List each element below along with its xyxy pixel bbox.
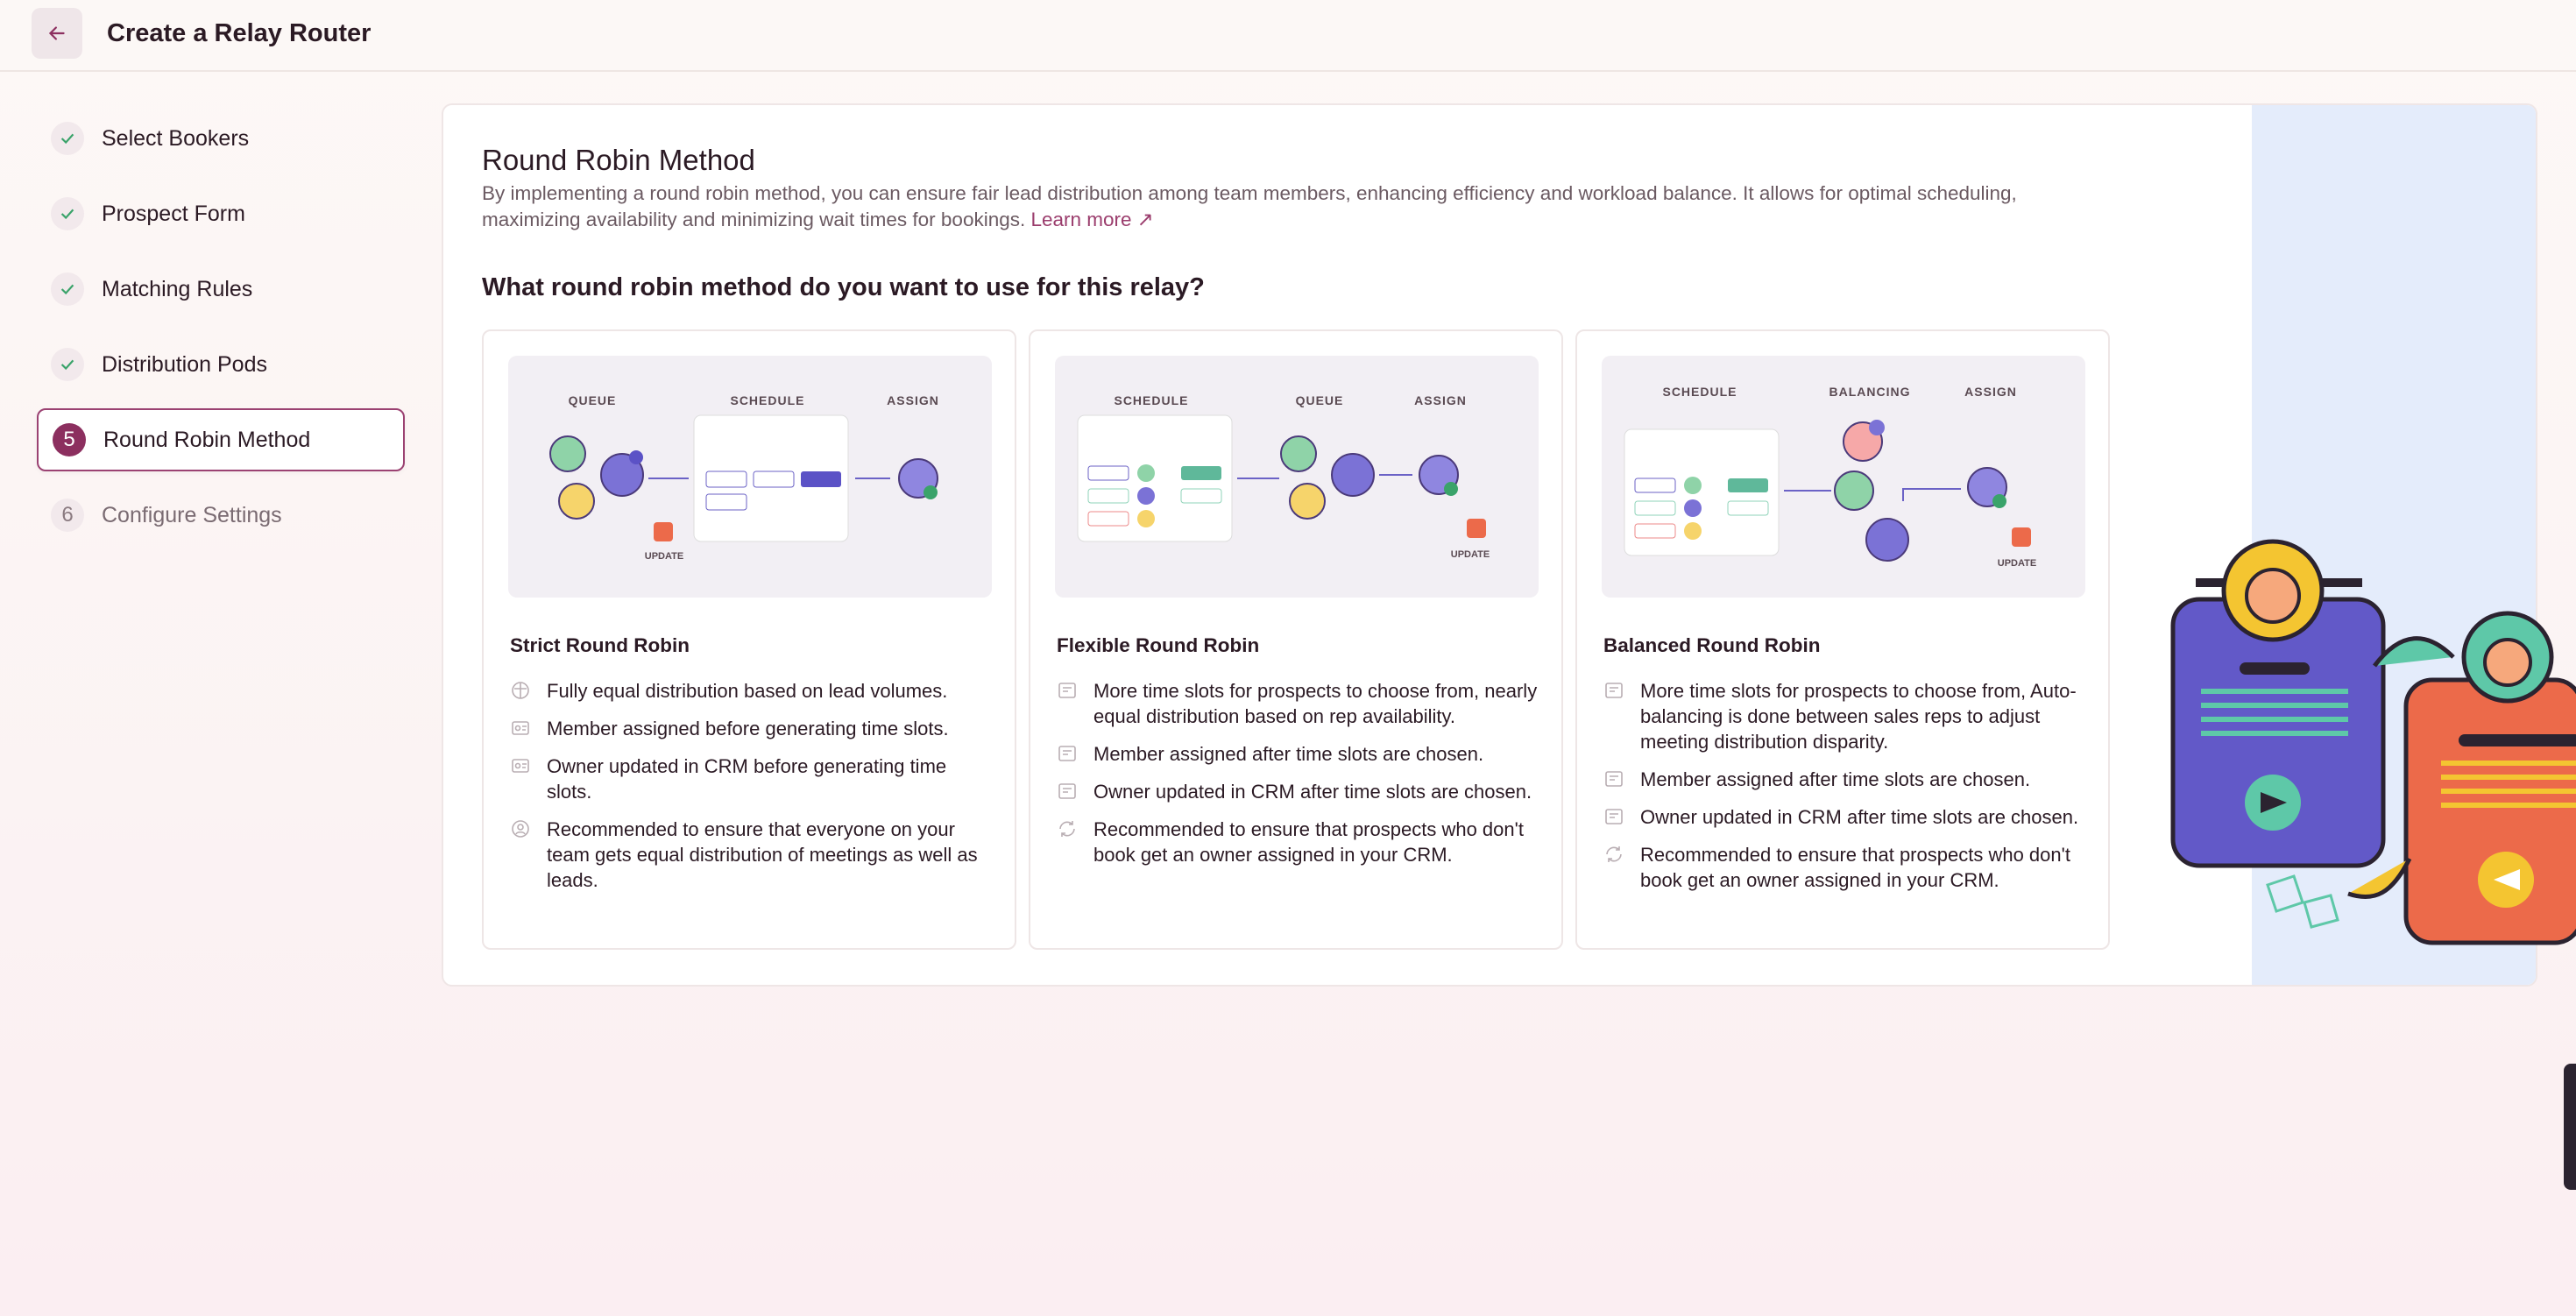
card-title: Balanced Round Robin — [1603, 634, 1821, 656]
strict-illustration — [508, 356, 992, 598]
illus-label: BALANCING — [1829, 385, 1911, 399]
step-number: 5 — [53, 423, 86, 456]
step-prospect-form[interactable] — [37, 182, 405, 245]
list-item: More time slots for prospects to choose from, nearly equal distribution based on rep availability. — [1057, 678, 1539, 729]
list-item: Member assigned before generating time slots. — [510, 716, 992, 741]
description-text: By implementing a round robin method, you can ensure fair lead distribution among team members, enhancing efficiency and workload balance. It allows for optimal scheduling, maximizing availability and minimizing wait times for bookings. — [482, 182, 2017, 230]
check-icon — [51, 348, 84, 381]
step-round-robin-method[interactable] — [37, 408, 405, 471]
illus-label: SCHEDULE — [730, 393, 805, 407]
crm-icon — [1603, 806, 1626, 829]
crm-icon — [510, 755, 533, 778]
list-item: Owner updated in CRM after time slots are chosen. — [1603, 804, 2085, 830]
team-icon — [510, 818, 533, 841]
step-number: 6 — [51, 499, 84, 532]
page-title: Create a Relay Router — [107, 19, 372, 47]
list-item: Recommended to ensure that everyone on your team gets equal distribution of meetings as well as leads. — [510, 817, 992, 893]
slots-icon — [1603, 680, 1626, 703]
illus-label: QUEUE — [1295, 393, 1344, 407]
check-icon — [51, 122, 84, 155]
feature-list — [510, 678, 992, 905]
feature-list — [1603, 678, 2085, 905]
illus-label: QUEUE — [568, 393, 617, 407]
step-label: Matching Rules — [102, 276, 253, 301]
list-item: Owner updated in CRM after time slots are chosen. — [1057, 779, 1539, 804]
stepper — [37, 107, 405, 559]
step-label: Prospect Form — [102, 201, 245, 226]
step-label: Select Bookers — [102, 125, 250, 151]
refresh-icon — [1057, 818, 1079, 841]
learn-more-link[interactable]: Learn more ↗ — [1030, 209, 1154, 230]
card-title: Flexible Round Robin — [1057, 634, 1260, 656]
check-icon — [51, 197, 84, 230]
list-item: Member assigned after time slots are chosen. — [1057, 741, 1539, 767]
refresh-icon — [1603, 844, 1626, 867]
section-description — [482, 180, 2112, 233]
illus-label: ASSIGN — [887, 393, 939, 407]
illus-label: ASSIGN — [1414, 393, 1467, 407]
member-icon — [1603, 768, 1626, 791]
hero-illustration — [2112, 517, 2576, 973]
step-label: Configure Settings — [102, 502, 282, 527]
illus-label: SCHEDULE — [1662, 385, 1737, 399]
balanced-round-robin-card[interactable] — [1575, 329, 2110, 950]
step-label: Distribution Pods — [102, 351, 267, 377]
balanced-illustration — [1602, 356, 2085, 598]
illus-update-label: UPDATE — [1450, 549, 1490, 560]
list-item: Recommended to ensure that prospects who don't book get an owner assigned in your CRM. — [1057, 817, 1539, 867]
crm-icon — [1057, 781, 1079, 803]
list-item: Owner updated in CRM before generating time slots. — [510, 754, 992, 804]
illus-label: SCHEDULE — [1114, 393, 1189, 407]
balance-icon — [510, 680, 533, 703]
slots-icon — [1057, 680, 1079, 703]
illus-label: ASSIGN — [1964, 385, 2017, 399]
back-button[interactable] — [32, 8, 82, 59]
list-item: Member assigned after time slots are chosen. — [1603, 767, 2085, 792]
top-bar — [0, 0, 2576, 72]
step-matching-rules[interactable] — [37, 258, 405, 321]
list-item: More time slots for prospects to choose from, Auto-balancing is done between sales reps to adjust meeting distribution disparity. — [1603, 678, 2085, 754]
feature-list — [1057, 678, 1539, 880]
step-label: Round Robin Method — [103, 427, 311, 452]
strict-round-robin-card[interactable] — [482, 329, 1016, 950]
side-drawer-handle[interactable] — [2564, 1064, 2576, 1190]
step-select-bookers[interactable] — [37, 107, 405, 170]
member-icon — [1057, 743, 1079, 766]
list-item: Fully equal distribution based on lead volumes. — [510, 678, 992, 704]
illus-update-label: UPDATE — [644, 551, 684, 562]
step-distribution-pods[interactable] — [37, 333, 405, 396]
flexible-round-robin-card[interactable] — [1029, 329, 1563, 950]
step-configure-settings[interactable] — [37, 484, 405, 547]
question-heading: What round robin method do you want to use for this relay? — [482, 273, 1205, 301]
illus-update-label: UPDATE — [1997, 558, 2037, 569]
section-title: Round Robin Method — [482, 144, 755, 176]
check-icon — [51, 272, 84, 306]
arrow-left-icon — [46, 22, 68, 45]
card-title: Strict Round Robin — [510, 634, 690, 656]
list-item: Recommended to ensure that prospects who don't book get an owner assigned in your CRM. — [1603, 842, 2085, 893]
member-icon — [510, 718, 533, 740]
method-options — [482, 329, 2110, 950]
flexible-illustration — [1055, 356, 1539, 598]
